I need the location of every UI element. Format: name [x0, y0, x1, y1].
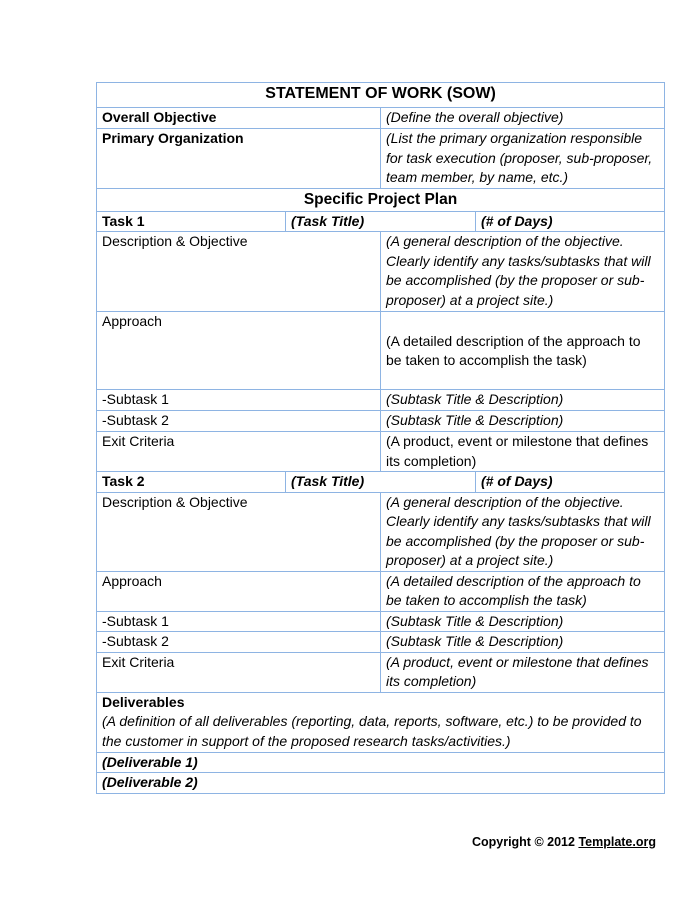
- subtask-row: [97, 632, 665, 653]
- deliverables-description: (A definition of all deliverables (reporting, data, reports, software, etc.) to be provided to the customer in support of the proposed research tasks/activities.): [102, 713, 642, 749]
- description-label: Description & Objective: [97, 492, 381, 571]
- statement-of-work-table: [96, 82, 665, 794]
- task-header-row: [97, 211, 665, 232]
- approach-label: Approach: [97, 312, 381, 390]
- description-row: [97, 492, 665, 571]
- description-value: (A general description of the objective. Clearly identify any tasks/subtasks that will be accomplished (by the proposer or sub-proposer) at a project site.): [381, 232, 665, 312]
- page-title: STATEMENT OF WORK (SOW): [97, 83, 665, 108]
- subtask-value: (Subtask Title & Description): [381, 411, 665, 432]
- template-link[interactable]: Template.org: [578, 835, 656, 849]
- exit-criteria-row: [97, 652, 665, 692]
- exit-criteria-label: Exit Criteria: [97, 652, 381, 692]
- exit-criteria-value: (A product, event or milestone that defines its completion): [381, 652, 665, 692]
- approach-row: [97, 312, 665, 390]
- approach-value-cell: [381, 312, 665, 390]
- project-plan-heading-row: [97, 188, 665, 211]
- section-title: Specific Project Plan: [97, 188, 665, 211]
- primary-organization-label: Primary Organization: [97, 129, 381, 189]
- exit-criteria-row: [97, 432, 665, 472]
- deliverables-cell: [97, 692, 665, 752]
- deliverable-item: (Deliverable 1): [97, 752, 665, 773]
- description-label: Description & Objective: [97, 232, 381, 312]
- description-value: (A general description of the objective. Clearly identify any tasks/subtasks that will be accomplished (by the proposer or sub-proposer) at a project site.): [381, 492, 665, 571]
- task-title: (Task Title): [286, 211, 476, 232]
- overall-objective-value: (Define the overall objective): [381, 108, 665, 129]
- title-row: [97, 83, 665, 108]
- exit-criteria-label: Exit Criteria: [97, 432, 381, 472]
- subtask-row: [97, 611, 665, 632]
- subtask-value: (Subtask Title & Description): [381, 390, 665, 411]
- task-days: (# of Days): [476, 472, 665, 493]
- blank-line: [386, 312, 659, 332]
- subtask-value: (Subtask Title & Description): [381, 611, 665, 632]
- approach-value: (A detailed description of the approach to be taken to accomplish the task): [386, 332, 641, 368]
- subtask-value: (Subtask Title & Description): [381, 632, 665, 653]
- overall-objective-label: Overall Objective: [97, 108, 381, 129]
- deliverable-item: (Deliverable 2): [97, 773, 665, 794]
- subtask-row: [97, 411, 665, 432]
- primary-organization-row: [97, 129, 665, 189]
- approach-label: Approach: [97, 571, 381, 611]
- task-label: Task 2: [97, 472, 286, 493]
- exit-criteria-value: (A product, event or milestone that defines its completion): [381, 432, 665, 472]
- deliverable-row: [97, 752, 665, 773]
- deliverables-row: [97, 692, 665, 752]
- task-days: (# of Days): [476, 211, 665, 232]
- description-row: [97, 232, 665, 312]
- subtask-label: -Subtask 1: [97, 390, 381, 411]
- subtask-row: [97, 390, 665, 411]
- task-label: Task 1: [97, 211, 286, 232]
- approach-row: [97, 571, 665, 611]
- copyright-text: Copyright © 2012: [471, 835, 575, 849]
- subtask-label: -Subtask 2: [97, 632, 381, 653]
- primary-organization-value: (List the primary organization responsible for task execution (proposer, sub-proposer, team member, by name, etc.): [381, 129, 665, 189]
- task-title: (Task Title): [286, 472, 476, 493]
- subtask-label: -Subtask 2: [97, 411, 381, 432]
- overall-objective-row: [97, 108, 665, 129]
- deliverables-label: Deliverables: [102, 693, 185, 710]
- task-header-row: [97, 472, 665, 493]
- copyright-footer: [472, 835, 656, 849]
- deliverable-row: [97, 773, 665, 794]
- approach-value: (A detailed description of the approach to be taken to accomplish the task): [381, 571, 665, 611]
- subtask-label: -Subtask 1: [97, 611, 381, 632]
